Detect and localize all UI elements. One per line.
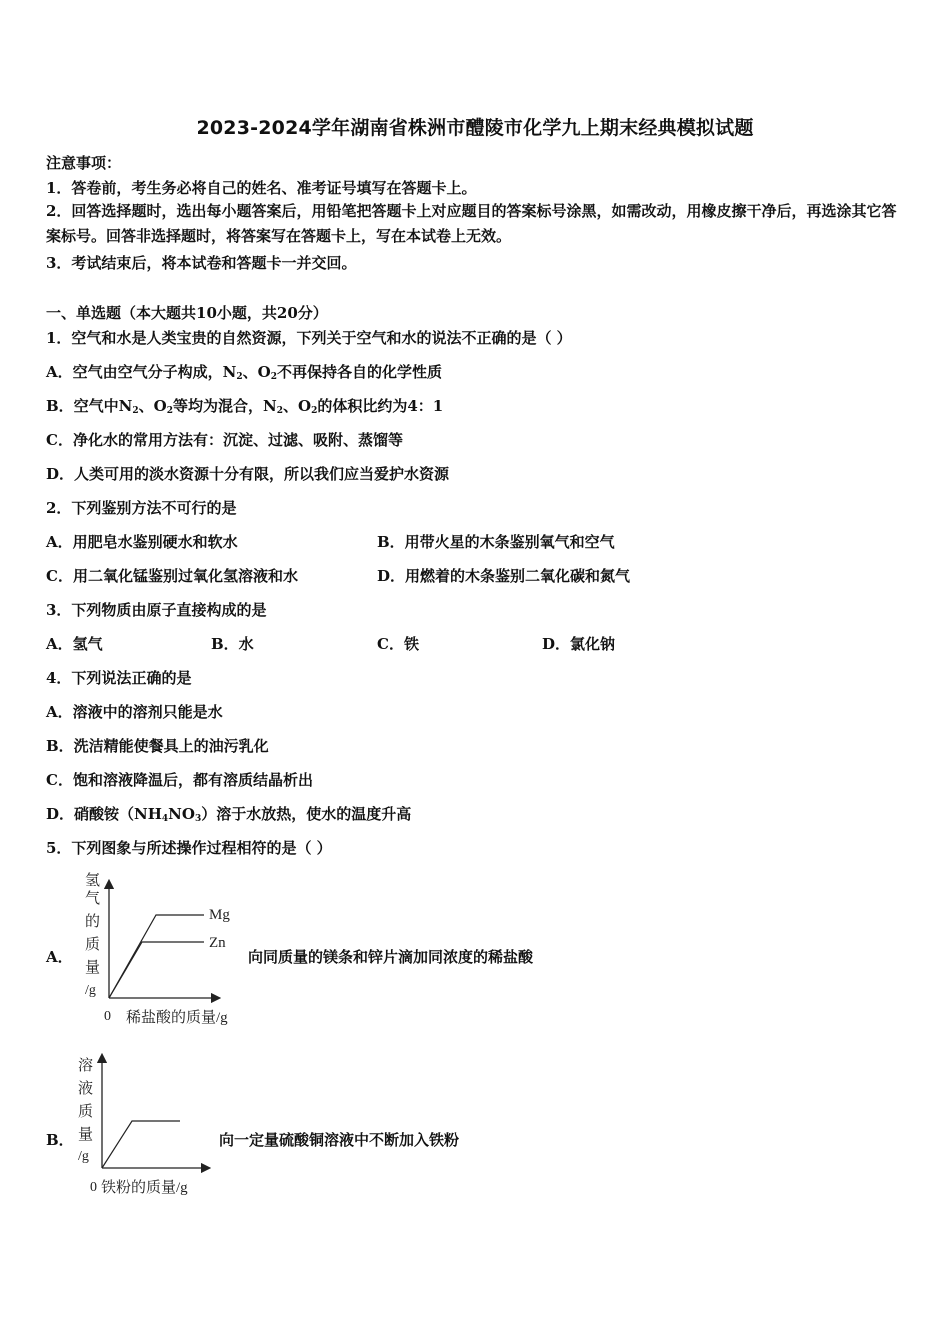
q5-stem: 5．下列图象与所述操作过程相符的是（ ） <box>46 839 332 857</box>
y-label-6: /g <box>85 983 96 998</box>
q4-stem: 4．下列说法正确的是 <box>46 669 192 687</box>
q5-option-a-desc: 向同质量的镁条和锌片滴加同浓度的稀盐酸 <box>248 948 534 966</box>
y-label-1: 溶 <box>78 1058 94 1074</box>
y-label-3: 质 <box>78 1104 94 1120</box>
q1-option-b: B．空气中$N_2$、$O_2$等均为混合，$N_2$、$O_2$的体积比约为4：1 <box>46 397 444 416</box>
y-label-4: 质 <box>85 937 101 953</box>
q4-option-a: A．溶液中的溶剂只能是水 <box>46 703 223 721</box>
notice-item-1: 1．答卷前，考生务必将自己的姓名、准考证号填写在答题卡上。 <box>46 179 477 197</box>
q1-option-c: C．净化水的常用方法有：沉淀、过滤、吸附、蒸馏等 <box>46 431 403 449</box>
notice-item-2: 2．回答选择题时，选出每小题答案后，用铅笔把答题卡上对应题目的答案标号涂黑，如需改动，用橡皮擦干净后，再选涂其它答案标号。回答非选择题时，将答案写在答题卡上，写在本试卷上无效。 <box>46 202 897 245</box>
y-label-2: 液 <box>78 1081 94 1097</box>
notice-heading: 注意事项： <box>46 154 122 172</box>
q2-option-c: C．用二氧化锰鉴别过氧化氢溶液和水 <box>46 567 298 585</box>
y-label-5: /g <box>78 1149 89 1164</box>
q3-option-b: B．水 <box>211 635 254 653</box>
zn-label: Zn <box>209 935 226 951</box>
mg-label: Mg <box>209 907 230 923</box>
section-heading: 一、单选题（本大题共10小题，共20分） <box>46 304 328 322</box>
y-label-1: 氢 <box>85 873 101 889</box>
q2-stem: 2．下列鉴别方法不可行的是 <box>46 499 237 517</box>
q1-option-d: D．人类可用的淡水资源十分有限，所以我们应当爱护水资源 <box>46 465 450 483</box>
y-label-5: 量 <box>85 960 101 976</box>
q3-option-d: D．氯化钠 <box>542 635 616 653</box>
y-label-2: 气 <box>85 891 101 907</box>
origin-label: 0 <box>90 1180 97 1195</box>
q5-option-b-graph <box>72 1050 222 1202</box>
solution-mass-curve <box>102 1121 180 1168</box>
q2-option-d: D．用燃着的木条鉴别二氧化碳和氮气 <box>377 567 631 585</box>
x-label: 稀盐酸的质量/g <box>126 1010 228 1026</box>
exam-title: 2023-2024学年湖南省株洲市醴陵市化学九上期末经典模拟试题 <box>196 117 754 139</box>
q2-option-b: B．用带火星的木条鉴别氧气和空气 <box>377 533 615 551</box>
q4-option-b: B．洗洁精能使餐具上的油污乳化 <box>46 737 269 755</box>
q3-option-c: C．铁 <box>377 635 419 653</box>
q5-option-a-graph <box>76 868 256 1030</box>
mg-curve <box>109 915 204 998</box>
q4-option-d: D．硝酸铵$(NH_4NO_3)$溶于水放热，使水的温度升高 <box>46 805 412 824</box>
q2-option-a: A．用肥皂水鉴别硬水和软水 <box>46 533 238 551</box>
x-label: 铁粉的质量/g <box>101 1180 188 1196</box>
q5-option-b-desc: 向一定量硫酸铜溶液中不断加入铁粉 <box>219 1131 460 1149</box>
q3-stem: 3．下列物质由原子直接构成的是 <box>46 601 267 619</box>
y-label-4: 量 <box>78 1127 94 1143</box>
q1-stem: 1．空气和水是人类宝贵的自然资源，下列关于空气和水的说法不正确的是（ ） <box>46 329 572 347</box>
q4-option-c: C．饱和溶液降温后，都有溶质结晶析出 <box>46 771 313 789</box>
q5-option-a-letter: A． <box>46 948 73 966</box>
zn-curve <box>109 942 204 998</box>
origin-label: 0 <box>104 1009 111 1024</box>
q1-option-a: A．空气由空气分子构成，$N_2$、$O_2$不再保持各自的化学性质 <box>46 363 442 382</box>
q3-option-a: A．氢气 <box>46 635 103 653</box>
notice-item-3: 3．考试结束后，将本试卷和答题卡一并交回。 <box>46 254 357 272</box>
y-label-3: 的 <box>85 914 101 930</box>
q5-option-b-letter: B． <box>46 1131 74 1149</box>
